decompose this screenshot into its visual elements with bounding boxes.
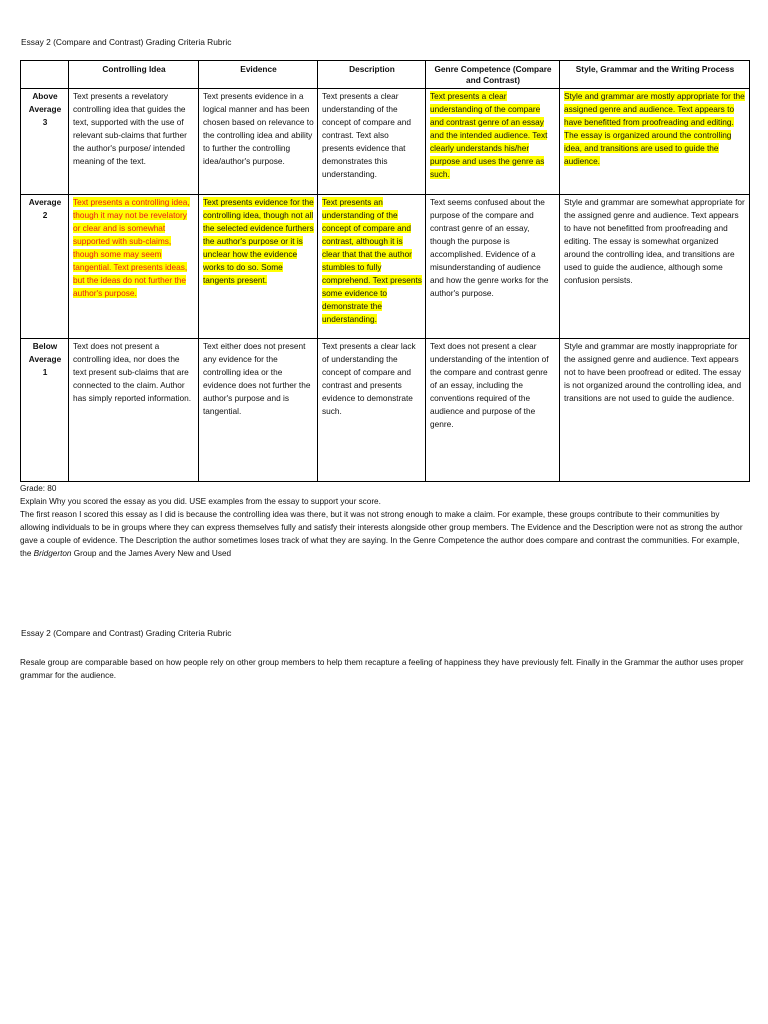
column-header	[21, 61, 69, 89]
table-cell	[69, 339, 199, 482]
cell-text: Text presents evidence in a logical manner and has been chosen based on relevance to the controlling idea and ability to further the controlling idea/author's purpose.	[203, 91, 314, 166]
explanation-paragraph-continued: Resale group are comparable based on how people rely on other group members to help them recapture a feeling of happiness they have previously felt. Finally in the Grammar the author uses proper grammar for the audience.	[20, 658, 744, 680]
italic-title: Bridgerton	[33, 549, 72, 558]
cell-text: Text presents a revelatory controlling idea that guides the text, supported with the use of relevant sub-claims that further the author's purpose/ intended meaning of the text.	[73, 91, 187, 166]
row-score: 2	[42, 210, 48, 220]
column-header: Style, Grammar and the Writing Process	[560, 61, 750, 89]
table-cell	[560, 195, 750, 339]
grade-text: Grade: 80	[20, 484, 57, 493]
table-row	[21, 195, 750, 339]
table-cell	[199, 89, 318, 195]
column-header: Controlling Idea	[69, 61, 199, 89]
page-title: Essay 2 (Compare and Contrast) Grading Criteria Rubric	[21, 37, 232, 47]
table-cell	[199, 195, 318, 339]
table-cell	[318, 89, 426, 195]
column-header: Genre Competence (Compare and Contrast)	[426, 61, 560, 89]
cell-text: Text seems confused about the purpose of the compare and contrast genre of an essay, though the purpose is accomplished. Evidence of a misunderstanding of audience and how the genre works for the author's purpose.	[430, 197, 549, 298]
highlighted-text: Text presents a controlling idea, though it may not be revelatory or clear and is somewhat supported with sub-claims, though some may seem tangential. Text presents ideas, but the ideas do not further the author's purpose.	[73, 197, 190, 298]
row-header	[21, 195, 69, 339]
highlighted-text: Text presents evidence for the controlling idea, though not all the selected evidence furthers the author's purpose or it is unclear how the evidence works to do so. Some tangents present.	[203, 197, 314, 285]
table-cell	[560, 339, 750, 482]
table-cell	[69, 195, 199, 339]
table-cell	[69, 89, 199, 195]
table-row	[21, 339, 750, 482]
table-cell	[199, 339, 318, 482]
cell-text: Text presents a clear understanding of the concept of compare and contrast. Text also presents evidence that demonstrates this understanding.	[322, 91, 412, 179]
table-cell	[318, 195, 426, 339]
cell-text: Text does not present a controlling idea, nor does the text present sub-claims that are connected to the claim. Author has simply reported information.	[73, 341, 192, 403]
row-label: Below Average	[28, 341, 62, 364]
row-label: Above Average	[28, 91, 62, 114]
cell-text: Text does not present a clear understanding of the intention of the compare and contrast genre of an essay, including the conventions required of the audience and purpose of the genre.	[430, 341, 549, 429]
table-row	[21, 89, 750, 195]
row-header	[21, 339, 69, 482]
row-score: 3	[42, 117, 48, 127]
row-score: 1	[42, 367, 48, 377]
row-header	[21, 89, 69, 195]
cell-text: Text either does not present any evidence for the controlling idea or the evidence does not further the author's purpose and is tangential.	[203, 341, 311, 416]
cell-text: Style and grammar are mostly inappropriate for the assigned genre and audience. Text appears not to have been proofread or edited. The essay is not organized around the controlling idea, and transitions are not used to guide the audience.	[564, 341, 742, 403]
rubric-table	[20, 60, 750, 482]
cell-text: Text presents a clear lack of understanding the concept of compare and contrast and presents evidence to demonstrate such.	[322, 341, 416, 416]
highlighted-text: Text presents an understanding of the concept of compare and contrast, although it is clear that that the author stumbles to fully comprehend. Text presents some evidence to demonstrate the understanding.	[322, 197, 422, 324]
row-label: Average	[28, 197, 62, 207]
explanation-paragraph	[20, 508, 748, 560]
table-header-row	[21, 61, 750, 89]
cell-text: Style and grammar are somewhat appropriate for the assigned genre and audience. Text appears to have not benefitted from proofreading and editing. The essay is somewhat organized around the controlling idea, and transitions are used to guide the audience, although some confusion persists.	[564, 197, 745, 285]
table-cell	[318, 339, 426, 482]
page-title-repeat: Essay 2 (Compare and Contrast) Grading Criteria Rubric	[21, 628, 232, 638]
paragraph-text: Group and the James Avery New and Used	[71, 549, 232, 558]
table-cell	[426, 195, 560, 339]
table-cell	[426, 89, 560, 195]
highlighted-text: Text presents a clear understanding of the compare and contrast genre of an essay and the intended audience. Text clearly understands his/her purpose and uses the genre as such.	[430, 91, 548, 179]
highlighted-text: Style and grammar are mostly appropriate for the assigned genre and audience. Text appears to have benefitted from proofreading and editing. The essay is organized around the controlling idea, and transitions are used to guide the audience.	[564, 91, 745, 166]
column-header: Description	[318, 61, 426, 89]
table-cell	[560, 89, 750, 195]
explain-prompt: Explain Why you scored the essay as you did. USE examples from the essay to support your score.	[20, 497, 381, 506]
column-header: Evidence	[199, 61, 318, 89]
paragraph-text: The first reason I scored this essay as I did is because the controlling idea was there, but it was not strong enough to make a claim. For example, these groups contribute to their communities by allowing individuals to be in groups where they can express themselves fully and satisfy their interests alongside other group members. The Evidence and the Description were not as strong the author gave a couple of evidence. The Description the author sometimes loses track of what they are saying. In the Genre Competence the author does compare and contrast the communities. For example, the	[20, 510, 743, 558]
table-cell	[426, 339, 560, 482]
